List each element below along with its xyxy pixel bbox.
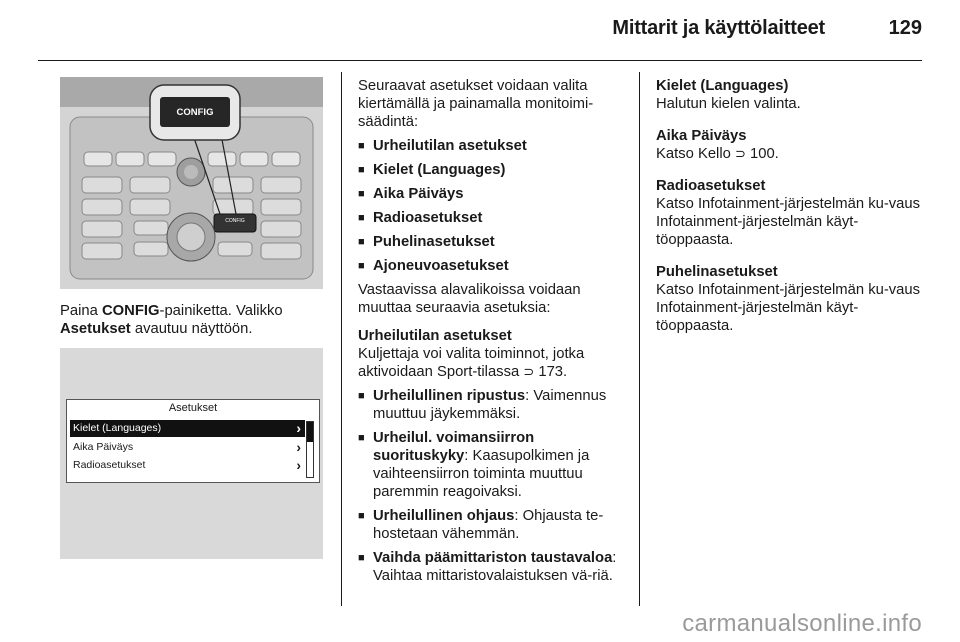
header-title: Mittarit ja käyttölaitteet	[612, 17, 825, 39]
radio-text: Katso Infotainment-järjestelmän ku-vaus Infotainment-järjestelmän käyt-töoppaasta.	[656, 196, 921, 248]
sport-text: Kuljettaja voi valita toiminnot, jotka aktivoidaan Sport-tilassa ⊃ 173.	[358, 346, 585, 380]
settings-list-column	[358, 77, 630, 585]
chevron-right-icon: ›	[296, 439, 301, 455]
settings-description-column	[656, 77, 926, 335]
small-config-label: CONFIG	[225, 218, 245, 224]
lang-heading: Kielet (Languages)	[656, 78, 789, 94]
page-reference-icon: ⊃	[734, 146, 746, 161]
list-item: ■ Urheilutilan asetukset	[358, 137, 630, 155]
lang-text: Halutun kielen valinta.	[656, 96, 801, 112]
chevron-right-icon: ›	[296, 457, 301, 473]
config-button-label: CONFIG	[176, 107, 214, 118]
submenu-intro: Vastaavissa alavalikoissa voidaan muuttaa seuraavia asetuksia:	[358, 282, 581, 316]
column-divider	[341, 72, 342, 606]
watermark: carmanualsonline.info	[682, 610, 922, 637]
phone-text: Katso Infotainment-järjestelmän ku-vaus Infotainment-järjestelmän käyt-töoppaasta.	[656, 282, 921, 334]
list-item: ■ Ajoneuvoasetukset	[358, 257, 630, 275]
config-caption: Paina CONFIG-painiketta. Valikko Asetukset avautuu näyttöön.	[60, 303, 283, 337]
screen-row-selected: Kielet (Languages) ›	[70, 420, 305, 437]
list-item: ■ Puhelinasetukset	[358, 233, 630, 251]
settings-display-illustration	[60, 348, 323, 559]
screen-title: Asetukset	[168, 402, 218, 414]
time-heading: Aika Päiväys	[656, 128, 747, 144]
header-rule	[38, 60, 922, 61]
column-divider	[639, 72, 640, 606]
list-item: ■ Vaihda päämittariston taustavaloa: Vaihtaa mittaristovalaistuksen vä-riä.	[358, 549, 630, 585]
screen-row: Radioasetukset ›	[73, 457, 301, 473]
screen-row: Aika Päiväys ›	[73, 439, 301, 455]
list-item: ■ Urheilul. voimansiirron suorituskyky: Kaasupolkimen ja vaihteensiirron toiminta muuttuu paremmin reagoivaksi.	[358, 429, 630, 501]
screen-scrollbar	[306, 421, 314, 478]
time-text: Katso Kello ⊃ 100.	[656, 146, 779, 162]
page-number: 129	[888, 17, 922, 39]
phone-heading: Puhelinasetukset	[656, 264, 778, 280]
intro-text: Seuraavat asetukset voidaan valita kiertämällä ja painamalla monitoimi-säädintä:	[358, 78, 594, 130]
radio-heading: Radioasetukset	[656, 178, 766, 194]
list-item: ■ Urheilullinen ripustus: Vaimennus muuttuu jäykemmäksi.	[358, 387, 630, 423]
sport-items-list	[358, 387, 630, 585]
chevron-right-icon: ›	[296, 420, 301, 436]
list-item: ■ Urheilullinen ohjaus: Ohjausta te-hostetaan vähemmän.	[358, 507, 630, 543]
page-reference-icon: ⊃	[523, 364, 535, 379]
list-item: ■ Radioasetukset	[358, 209, 630, 227]
settings-screen	[66, 399, 320, 483]
menu-items-list	[358, 137, 630, 275]
control-panel-illustration	[60, 77, 323, 289]
sport-heading: Urheilutilan asetukset	[358, 328, 512, 344]
list-item: ■ Aika Päiväys	[358, 185, 630, 203]
list-item: ■ Kielet (Languages)	[358, 161, 630, 179]
